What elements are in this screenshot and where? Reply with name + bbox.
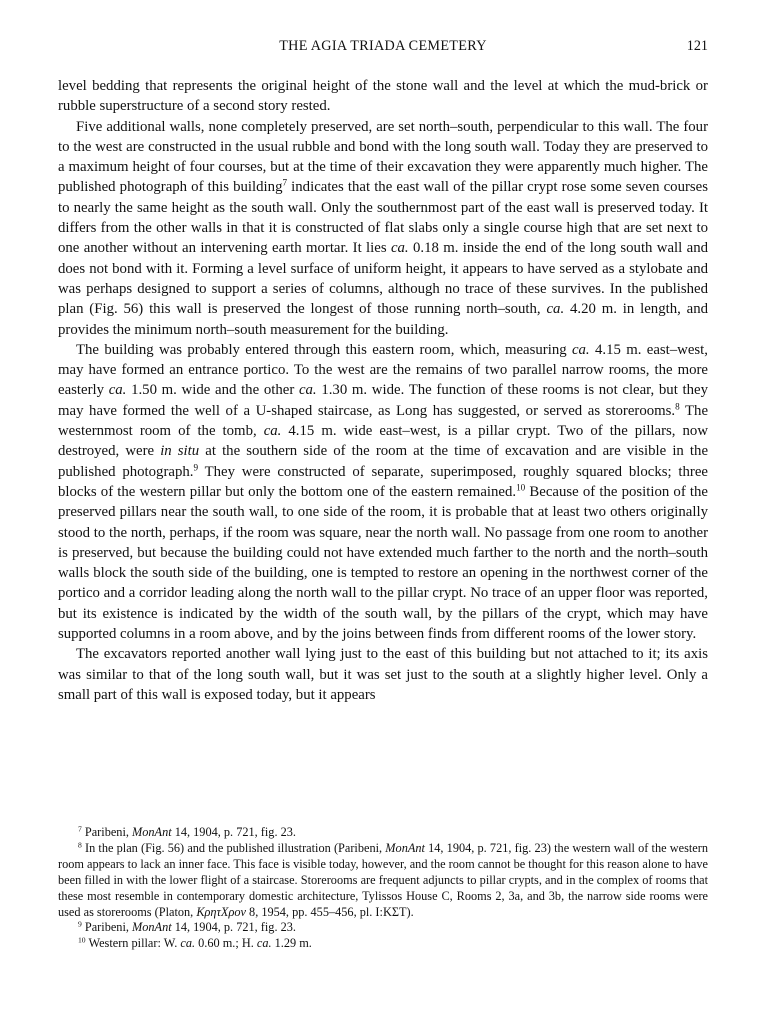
paragraph-2-text-d: 4.20 m. in length, and provides the minimum north–south measurement for the building. [58, 301, 708, 338]
footnote-8 [58, 841, 708, 921]
abbreviation-circa: ca. [390, 240, 409, 257]
abbreviation-circa: ca. [256, 936, 272, 951]
footnote-8-text-c: 8, 1954, pp. 455–456, pl. I:ΚΣΤ). [245, 904, 414, 919]
footnote-ref-7: 7 [282, 177, 288, 188]
paragraph-3-text-c: 1.50 m. wide and the other [126, 382, 299, 399]
footnote-10-text-a: Western pillar: W. [85, 936, 181, 951]
paragraph-2-text-b: indicates that the east wall of the pillar crypt rose some seven courses to nearly the same height as the south wall. Only the southernmost part of the east wall is preserved today. It differs from the other walls in that it is constructed of flat slabs only a single course high that are set next to one another without an intervening earth mortar. It lies [58, 179, 708, 257]
footnote-ref-8: 8 [675, 401, 680, 412]
footnote-8-text-b: 14, 1904, p. 721, fig. 23) the western wall of the western room appears to lack an inner face. This face is visible today, however, and the room cannot be thought for this reason alone to have been filled in with the lower flight of a staircase. Storerooms are frequent adjuncts to pillar crypts, and in the complex of rooms that these most resemble in contemporary domestic architecture, Tylissos House C, Rooms 2, 3a, and 3b, the narrow side rooms were used as storerooms (Platon, [58, 840, 709, 919]
paragraph-3-text-h: They were constructed of separate, superimposed, roughly squared blocks; three blocks of the western pillar but only the bottom one of the eastern remained. [58, 463, 708, 500]
body-text [58, 76, 708, 705]
footnote-ref-10: 10 [516, 482, 526, 493]
journal-abbreviation: MonAnt [132, 825, 172, 839]
paragraph-3-text-d: 1.30 m. wide. The function of these rooms is not clear, but they may have formed the well of a U-shaped staircase, as Long has suggested, or served as storerooms. [58, 382, 708, 419]
paragraph-3-text-b: 4.15 m. east–west, may have formed an entrance portico. To the west are the remains of two parallel narrow rooms, the more easterly [58, 341, 708, 399]
paragraph-2 [58, 117, 708, 340]
latin-phrase: in situ [160, 443, 200, 460]
footnote-8-text-a: In the plan (Fig. 56) and the published illustration (Paribeni, [81, 840, 386, 855]
abbreviation-circa: ca. [298, 382, 317, 399]
paragraph-1-text: level bedding that represents the original height of the stone wall and the level at which the mud-brick or rubble superstructure of a second story rested. [58, 78, 708, 115]
footnote-9 [58, 920, 708, 936]
footnote-10 [58, 936, 708, 952]
paragraph-1 [58, 76, 708, 117]
abbreviation-circa: ca. [263, 423, 282, 440]
paragraph-3-text-a: The building was probably entered through this eastern room, which, measuring [76, 341, 572, 358]
footnote-7 [58, 825, 708, 841]
footnote-number: 8 [78, 840, 82, 850]
footnote-number: 7 [78, 824, 82, 834]
footnote-10-text-c: 1.29 m. [271, 936, 312, 951]
running-title: THE AGIA TRIADA CEMETERY [279, 38, 487, 54]
footnote-ref-9: 9 [193, 462, 199, 473]
abbreviation-circa: ca. [571, 341, 590, 358]
journal-abbreviation: MonAnt [132, 920, 172, 935]
paragraph-3-text-i: Because of the position of the preserved pillars near the south wall, to one side of the room, it is probable that at least two others originally stood to the north, perhaps, if the room was square, near the north wall. No passage from one room to another is preserved, but because the building could not have extended much farther to the north and the north–south walls block the south side of the building, one is tempted to restore an opening in the northwest corner of the portico and a corridor leading along the north wall to the pillar crypt. No trace of an upper floor was reported, but its existence is indicated by the width of the south wall, by the pillars of the crypt, which may have supported columns in a room above, and by the joins between finds from different rooms of the lower story. [58, 483, 708, 643]
footnote-number: 9 [78, 919, 82, 929]
paragraph-4-text: The excavators reported another wall lying just to the east of this building but not attached to it; its axis was similar to that of the long south wall, but it was set just to the south at a slightly higher level. Only a small part of this wall is exposed today, but it appears [58, 646, 708, 703]
footnote-10-text-b: 0.60 m.; H. [195, 936, 257, 951]
footnote-7-text-b: 14, 1904, p. 721, fig. 23. [171, 825, 296, 839]
footnote-9-text-b: 14, 1904, p. 721, fig. 23. [171, 920, 296, 935]
footnote-9-text-a: Paribeni, [81, 920, 133, 935]
journal-abbreviation: MonAnt [385, 840, 425, 855]
footnote-number: 10 [78, 935, 86, 945]
paragraph-4 [58, 644, 708, 705]
greek-journal-title: ΚρητΧρον [196, 904, 246, 919]
footnotes [58, 825, 708, 952]
paragraph-3 [58, 340, 708, 644]
paragraph-3-text-f: 4.15 m. wide east–west, is a pillar crypt. Two of the pillars, now destroyed, were [58, 423, 709, 460]
page-number: 121 [686, 38, 708, 54]
abbreviation-circa: ca. [546, 301, 565, 318]
paragraph-3-text-g: at the southern side of the room at the time of excavation and are visible in the published photograph. [58, 443, 709, 480]
abbreviation-circa: ca. [108, 382, 127, 399]
paragraph-2-text-c: 0.18 m. inside the end of the long south wall and does not bond with it. Forming a level surface of uniform height, it appears to have served as a stylobate and was perhaps designed to support a series of columns, although no trace of these survives. In the published plan (Fig. 56) this wall is preserved the longest of those running north–south, [58, 240, 708, 318]
footnote-7-text-a: Paribeni, [81, 825, 133, 839]
page-header [58, 38, 708, 58]
paragraph-3-text-e: The westernmost room of the tomb, [58, 402, 709, 440]
abbreviation-circa: ca. [180, 936, 196, 951]
paragraph-2-text-a: Five additional walls, none completely preserved, are set north–south, perpendicular to this wall. The four to the west are constructed in the usual rubble and bond with the long south wall. Today they are preserved to a maximum height of four courses, but at the time of their excavation they were apparently much higher. The published photograph of this building [58, 118, 708, 196]
